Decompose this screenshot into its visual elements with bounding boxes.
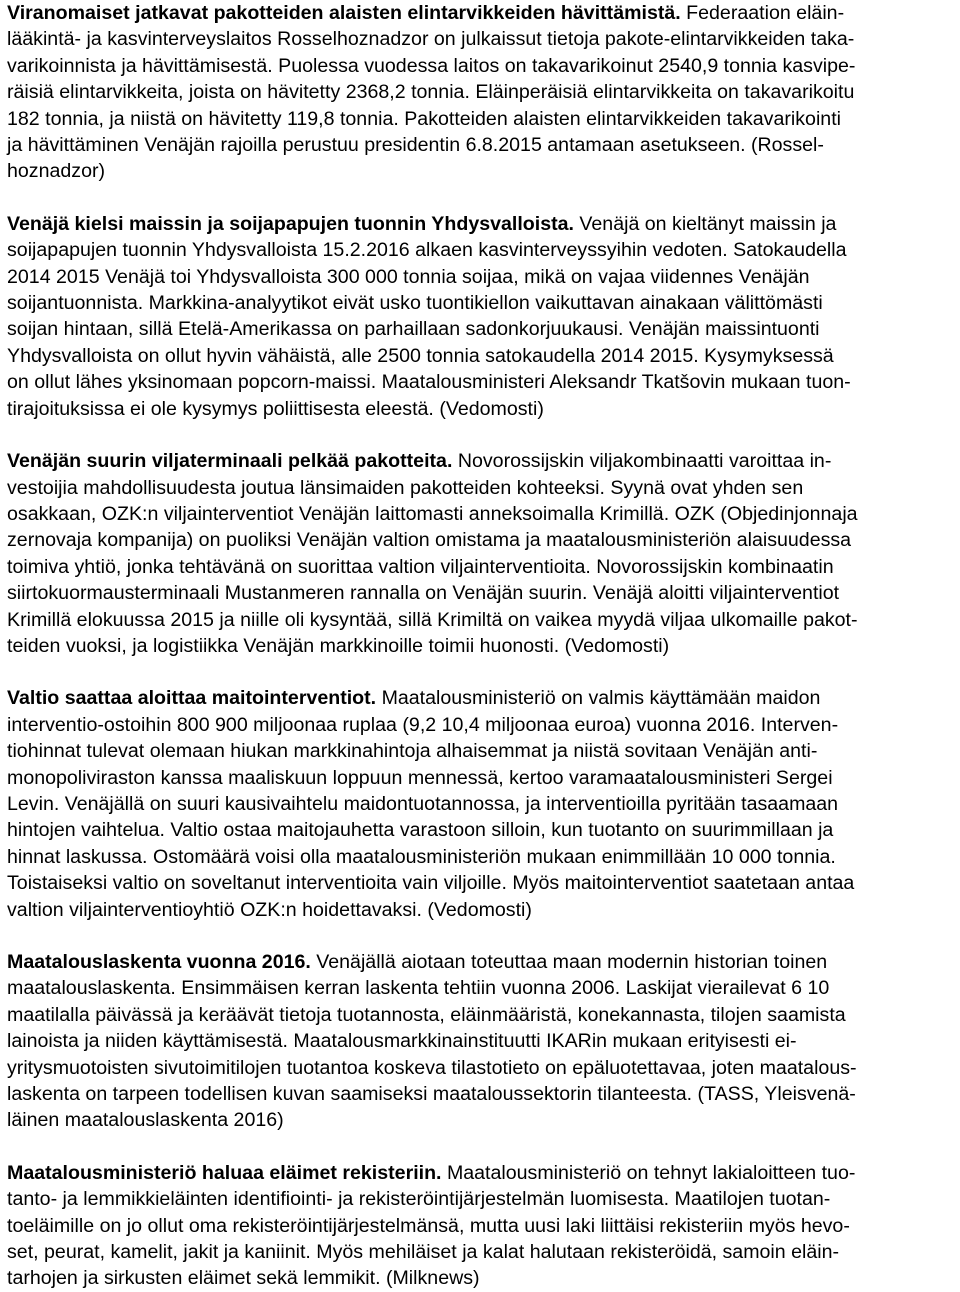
body-text: Maatalousministeriö on tehnyt lakialoitteen tuo- [441,1161,856,1184]
text-line: maatalouslaskenta. Ensimmäisen kerran laskenta tehtiin vuonna 2006. Laskijat vierailevat 6 10 [7,977,830,1000]
text-line: ja hävittäminen Venäjän rajoilla perustuu presidentin 6.8.2015 antamaan asetukseen. (Rossel- [7,134,824,157]
article-agricultural-census [7,949,953,1134]
text-line [7,685,953,711]
text-line: set, peurat, kamelit, jakit ja kaniinit. Myös mehiläiset ja kalat halutaan rekisteröidä, samoin eläin- [7,1241,840,1264]
article-animal-registry [7,1160,953,1292]
text-line [7,1160,953,1186]
text-line: vestoijia mahdollisuudesta joutua länsimaiden pakotteiden kohteeksi. Syynä ovat yhden sen [7,476,804,499]
text-line: toimiva yhtiö, jonka tehtävänä on suorittaa valtion viljainterventioita. Novorossijskin kombinaatin [7,555,834,578]
text-line: siirtokuormausterminaali Mustanmeren rannalla on Venäjän suurin. Venäjä aloitti viljainterventiot [7,582,840,605]
text-line: 2014 2015 Venäjä toi Yhdysvalloista 300 000 tonnia soijaa, mikä on vajaa viidennes Venäjän [7,265,810,288]
text-line: teiden vuoksi, ja logistiikka Venäjän markkinoille toimii huonosti. (Vedomosti) [7,634,670,657]
text-line: läinen maatalouslaskenta 2016) [7,1109,284,1132]
article-headline: Venäjä kielsi maissin ja soijapapujen tuonnin Yhdysvalloista. [7,212,574,235]
text-line: interventio-ostoihin 800 900 miljoonaa ruplaa (9,2 10,4 miljoonaa euroa) vuonna 2016. Interven- [7,713,839,736]
body-text: Maatalousministeriö on valmis käyttämään maidon [376,687,821,710]
text-line: lainoista ja niiden käyttämisestä. Maatalousmarkkinainstituutti IKARin mukaan erityisesti ei- [7,1030,797,1053]
text-line: lääkintä- ja kasvinterveyslaitos Rosselhoznadzor on julkaissut tietoja pakote-elintarvikkeiden taka- [7,28,855,51]
text-line: valtion viljainterventioyhtiö OZK:n hoidettavaksi. (Vedomosti) [7,898,532,921]
text-line: monopoliviraston kanssa maaliskuun loppuun mennessä, kertoo varamaatalousministeri Sergei [7,766,833,789]
text-line: tarhojen ja sirkusten eläimet sekä lemmikit. (Milknews) [7,1267,480,1290]
text-line: Toistaiseksi valtio on soveltanut interventioita vain viljoille. Myös maitointerventiot saatetaan antaa [7,872,855,895]
text-line: on ollut lähes yksinomaan popcorn-maissi. Maatalousministeri Aleksandr Tkatšovin mukaan tuon- [7,371,851,394]
text-line [7,448,953,474]
text-line: tirajoituksissa ei ole kysymys poliittisesta eleestä. (Vedomosti) [7,397,544,420]
text-line: soijapapujen tuonnin Yhdysvalloista 15.2.2016 alkaen kasvinterveyssyihin vedoten. Satokaudella [7,239,847,262]
text-line: maatilalla päivässä ja keräävät tietoja tuotannosta, eläinmääristä, konekannasta, tilojen saamista [7,1003,846,1026]
text-line: tiohinnat tulevat olemaan hiukan markkinahintoja alhaisemmat ja niistä sovitaan Venäjän anti- [7,740,818,763]
body-text: Federaation eläin- [680,2,845,24]
document-page [7,0,953,1292]
text-line: soijantuonnista. Markkina-analyytikot eivät usko tuontikiellon vaikuttavan ainakaan välittömästi [7,292,823,315]
text-line: hintojen vaihtelua. Valtio ostaa maitojauhetta varastoon silloin, kun tuotanto on suurimmillaan ja [7,819,834,842]
text-line: räisiä elintarvikkeita, joista on hävitetty 2368,2 tonnia. Eläinperäisiä elintarvikkeita on takavarikoitu [7,81,855,104]
text-line [7,0,953,26]
text-line: Krimillä elokuussa 2015 ja niille oli kysyntää, sillä Krimiltä on vaikea myydä viljaa ulkomaille pakot- [7,608,858,631]
article-headline: Viranomaiset jatkavat pakotteiden alaisten elintarvikkeiden hävittämistä. [7,2,681,24]
text-line: varikoinnista ja hävittämisestä. Puolessa vuodessa laitos on takavarikoinut 2540,9 tonnia kasvipe- [7,54,856,77]
article-rosselhoznadzor [7,0,953,185]
article-headline: Valtio saattaa aloittaa maitointerventiot. [7,687,377,710]
article-milk-interventions [7,685,953,923]
text-line: hinnat laskussa. Ostomäärä voisi olla maatalousministeriön mukaan enimmillään 10 000 tonnia. [7,845,836,868]
text-line [7,949,953,975]
text-line: Yhdysvalloista on ollut hyvin vähäistä, alle 2500 tonnia satokaudella 2014 2015. Kysymyksessä [7,344,834,367]
body-text: Venäjä on kieltänyt maissin ja [573,212,837,235]
text-line: 182 tonnia, ja niistä on hävitetty 119,8 tonnia. Pakotteiden alaisten elintarvikkeiden takavarikointi [7,107,841,130]
text-line: Levin. Venäjällä on suuri kausivaihtelu maidontuotannossa, ja interventioilla pyritään tasaamaan [7,792,839,815]
body-text: Novorossijskin viljakombinaatti varoittaa in- [452,450,832,473]
article-headline: Maatalousministeriö haluaa eläimet rekisteriin. [7,1161,442,1184]
text-line: toeläimille on jo ollut oma rekisteröintijärjestelmänsä, mutta uusi laki liittäisi rekisteriin myös hevo- [7,1214,850,1237]
article-grain-terminal [7,448,953,659]
text-line: tanto- ja lemmikkieläinten identifiointi- ja rekisteröintijärjestelmän luomisesta. Maatilojen tuotan- [7,1188,831,1211]
article-corn-soy-ban [7,211,953,422]
text-line [7,211,953,237]
article-headline: Maatalouslaskenta vuonna 2016. [7,951,311,973]
text-line: yritysmuotoisten sivutoimitilojen tuotantoa koskeva tilastotieto on epäluotettavaa, joten maatalous- [7,1056,857,1079]
article-headline: Venäjän suurin viljaterminaali pelkää pakotteita. [7,450,453,473]
text-line: zernovaja kompanija) on puoliksi Venäjän valtion omistama ja maatalousministeriön alaisuudessa [7,529,852,552]
body-text: Venäjällä aiotaan toteuttaa maan modernin historian toinen [310,951,828,973]
text-line: laskenta on tarpeen todellisen kuvan saamiseksi maataloussektorin tilanteesta. (TASS, Yleisvenä- [7,1083,856,1106]
text-line: soijan hintaan, sillä Etelä-Amerikassa on parhaillaan sadonkorjuukausi. Venäjän maissintuonti [7,318,820,341]
text-line: hoznadzor) [7,160,106,183]
text-line: osakkaan, OZK:n viljainterventiot Venäjän laittomasti anneksoimalla Krimillä. OZK (Objedinjonnaja [7,502,858,525]
